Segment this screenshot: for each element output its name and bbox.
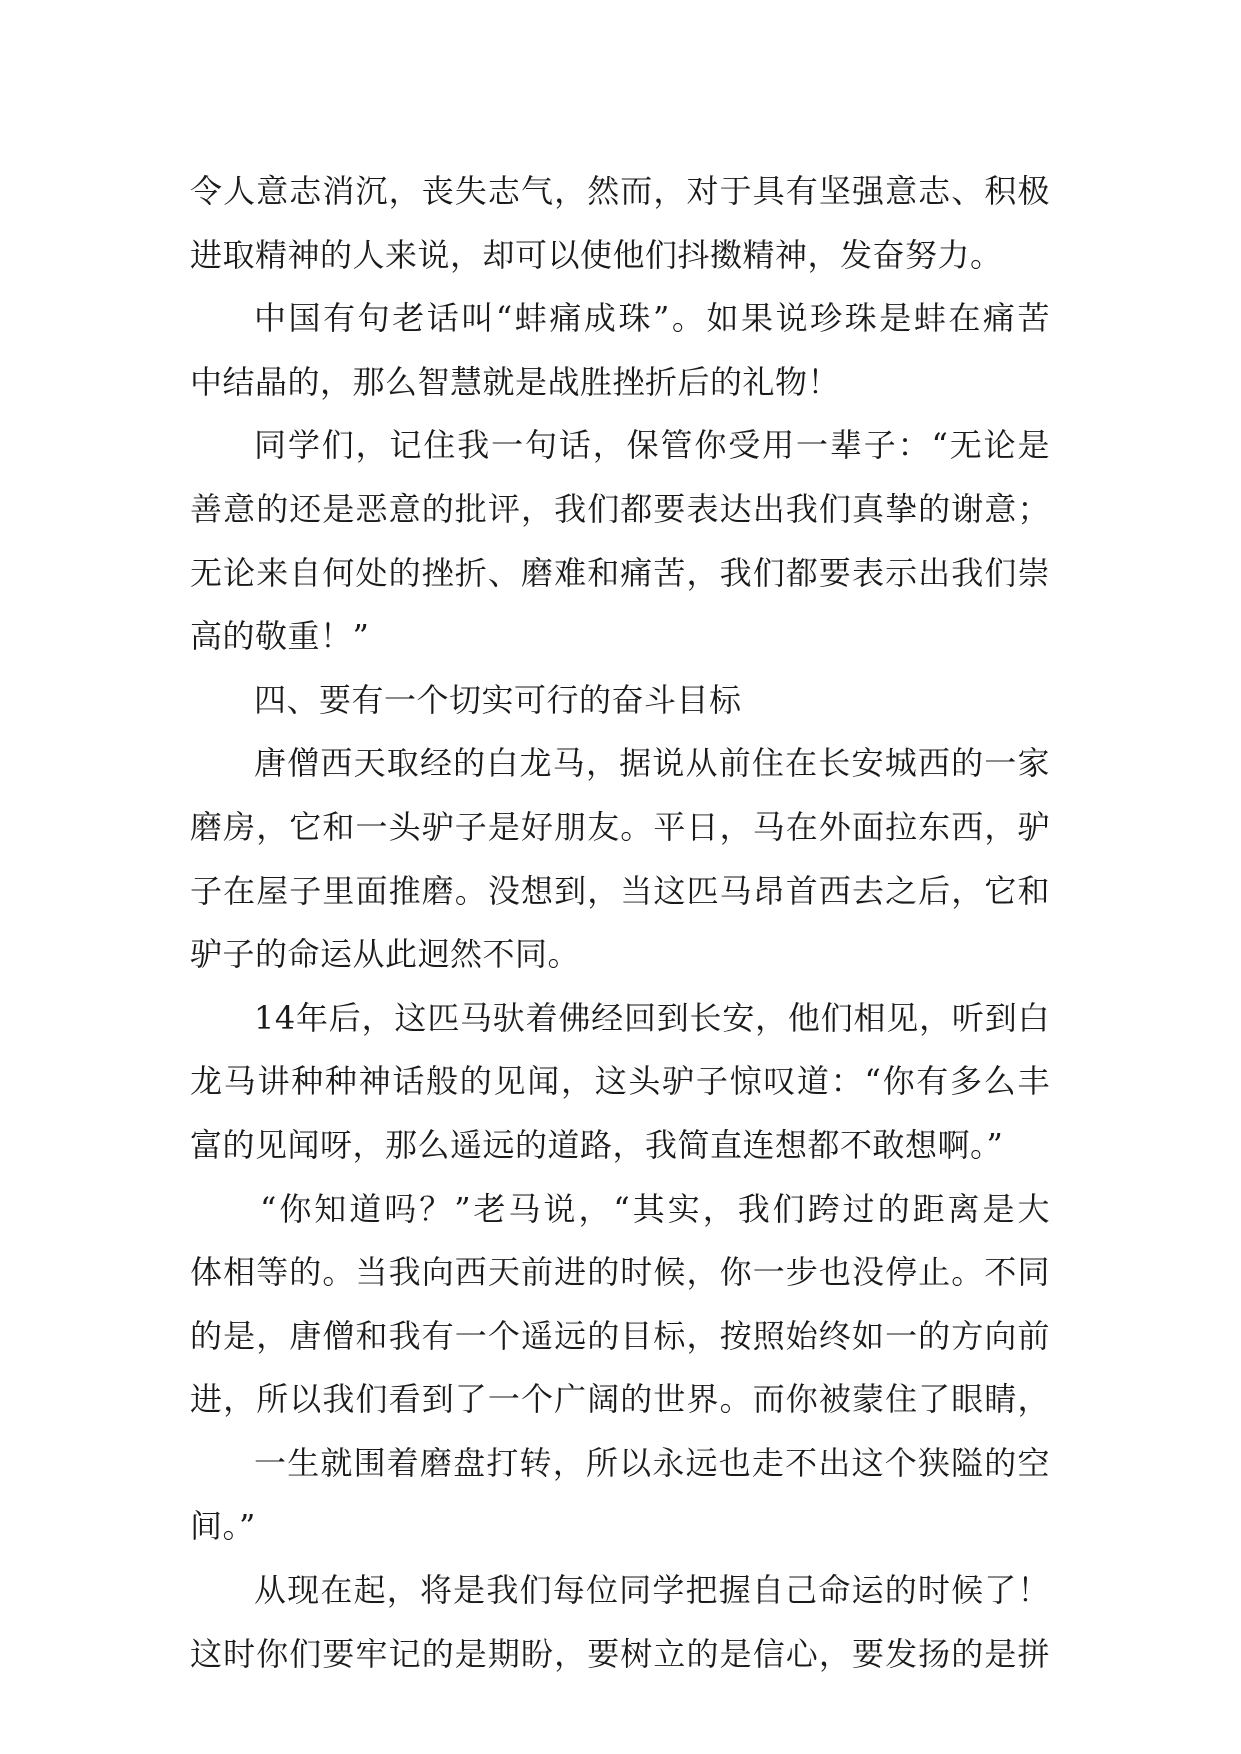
text-line: 善意的还是恶意的批评，我们都要表达出我们真挚的谢意； <box>190 489 1050 528</box>
text-line: 一生就围着磨盘打转，所以永远也走不出这个狭隘的空 <box>254 1443 1050 1482</box>
text-line: 中结晶的，那么智慧就是战胜挫折后的礼物！ <box>190 362 841 401</box>
section-heading: 四、要有一个切实可行的奋斗目标 <box>254 680 742 719</box>
text-line: 体相等的。当我向西天前进的时候，你一步也没停止。不同 <box>190 1253 1050 1292</box>
text-line: 高的敬重！” <box>190 617 370 656</box>
text-line: 14年后，这匹马驮着佛经回到长安，他们相见，听到白 <box>254 998 1050 1037</box>
body-text <box>190 160 1050 1686</box>
text-line: 中国有句老话叫“蚌痛成珠”。如果说珍珠是蚌在痛苦 <box>254 299 1050 338</box>
text-line: 令人意志消沉，丧失志气，然而，对于具有坚强意志、积极 <box>190 172 1050 210</box>
text-line: 唐僧西天取经的白龙马，据说从前住在长安城西的一家 <box>254 744 1050 783</box>
text-line: 无论来自何处的挫折、磨难和痛苦，我们都要表示出我们崇 <box>190 553 1050 592</box>
text-line: 龙马讲种种神话般的见闻，这头驴子惊叹道：“你有多么丰 <box>190 1062 1050 1101</box>
text-line: 进，所以我们看到了一个广阔的世界。而你被蒙住了眼睛， <box>190 1380 1050 1419</box>
text-line: 从现在起，将是我们每位同学把握自己命运的时候了！ <box>254 1571 1050 1610</box>
text-line: 同学们，记住我一句话，保管你受用一辈子：“无论是 <box>254 426 1050 465</box>
text-line: 子在屋子里面推磨。没想到，当这匹马昂首西去之后，它和 <box>190 871 1050 910</box>
text-line: 这时你们要牢记的是期盼，要树立的是信心，要发扬的是拼 <box>190 1634 1050 1673</box>
text-line: 磨房，它和一头驴子是好朋友。平日，马在外面拉东西，驴 <box>190 807 1050 846</box>
text-line: 驴子的命运从此迥然不同。 <box>190 935 581 974</box>
text-line: 富的见闻呀，那么遥远的道路，我简直连想都不敢想啊。” <box>190 1125 1004 1164</box>
text-line: 的是，唐僧和我有一个遥远的目标，按照始终如一的方向前 <box>190 1316 1050 1355</box>
text-line: 进取精神的人来说，却可以使他们抖擞精神，发奋努力。 <box>190 235 1003 274</box>
text-line: 间。” <box>190 1507 256 1546</box>
text-line: “你知道吗？”老马说，“其实，我们跨过的距离是大 <box>260 1189 1050 1228</box>
